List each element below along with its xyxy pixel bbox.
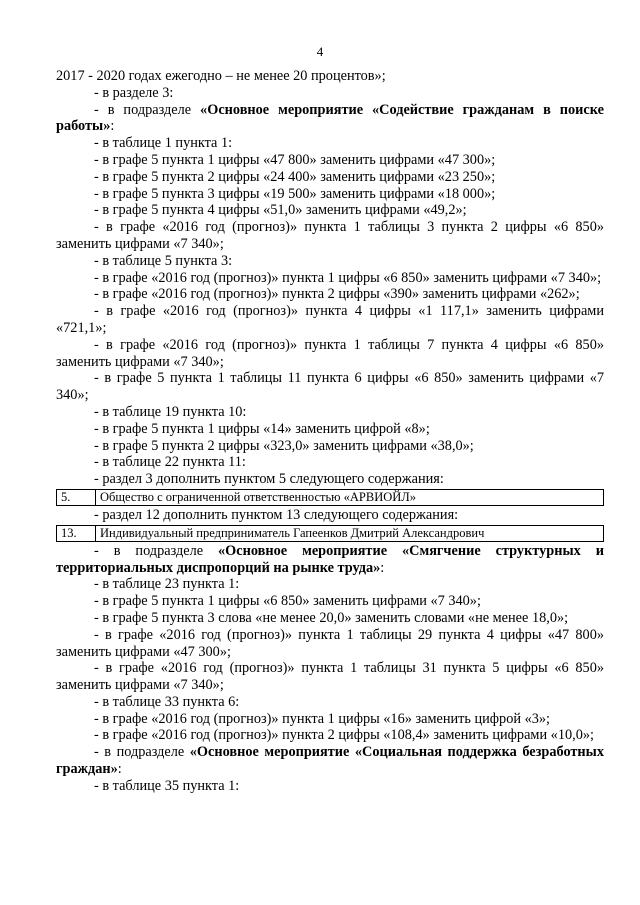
subsection-title: «Основное мероприятие «Социальная поддержка безработных граждан»	[56, 744, 604, 778]
paragraph: - в графе «2016 год (прогноз)» пункта 1 таблицы 7 пункта 4 цифры «6 850» заменить цифрами «7 340»;	[56, 336, 604, 370]
paragraph: - в графе «2016 год (прогноз)» пункта 1 цифры «16» заменить цифрой «3»;	[94, 710, 550, 727]
insert-table	[56, 489, 604, 506]
paragraph: - в графе 5 пункта 1 таблицы 11 пункта 6 цифры «6 850» заменить цифрами «7 340»;	[56, 370, 604, 404]
paragraph: - в графе 5 пункта 1 цифры «6 850» заменить цифрами «7 340»;	[94, 593, 481, 610]
paragraph: - раздел 12 дополнить пунктом 13 следующего содержания:	[94, 506, 459, 523]
paragraph	[56, 102, 604, 136]
table-cell-number: 13.	[57, 525, 96, 541]
paragraph: - в таблице 22 пункта 11:	[94, 454, 246, 471]
paragraph: 2017 - 2020 годах ежегодно – не менее 20 процентов»;	[56, 68, 386, 84]
table-cell-text: Индивидуальный предприниматель Гапеенков Дмитрий Александрович	[96, 525, 604, 541]
table-row	[57, 525, 604, 541]
paragraph-text: - в подразделе	[94, 744, 190, 761]
paragraph-text: :	[380, 559, 385, 576]
paragraph: - в графе 5 пункта 1 цифры «47 800» заменить цифрами «47 300»;	[94, 151, 496, 168]
paragraph: - в графе «2016 год (прогноз)» пункта 2 цифры «390» заменить цифрами «262»;	[94, 286, 580, 303]
paragraph: - в графе 5 пункта 2 цифры «323,0» заменить цифрами «38,0»;	[94, 437, 474, 454]
paragraph: - в графе «2016 год (прогноз)» пункта 1 таблицы 3 пункта 2 цифры «6 850» заменить цифрами «7 340»;	[56, 219, 604, 252]
paragraph: - в графе «2016 год (прогноз)» пункта 1 цифры «6 850» заменить цифрами «7 340»;	[94, 269, 602, 286]
document-body	[56, 68, 604, 795]
paragraph: - в графе 5 пункта 3 слова «не менее 20,0» заменить словами «не менее 18,0»;	[94, 609, 569, 626]
paragraph-text: :	[117, 761, 122, 778]
paragraph: - в таблице 35 пункта 1:	[94, 777, 240, 794]
paragraph: - в таблице 5 пункта 3:	[94, 252, 233, 269]
paragraph: - в графе 5 пункта 1 цифры «14» заменить цифрой «8»;	[94, 420, 430, 437]
paragraph: - в графе «2016 год (прогноз)» пункта 4 цифры «1 117,1» заменить цифрами «721,1»;	[56, 303, 604, 336]
paragraph: - в графе «2016 год (прогноз)» пункта 2 цифры «108,4» заменить цифрами «10,0»;	[94, 727, 594, 744]
paragraph: - в графе «2016 год (прогноз)» пункта 1 таблицы 29 пункта 4 цифры «47 800» заменить цифрами «47 300»;	[56, 626, 604, 660]
table-cell-text: Общество с ограниченной ответственностью «АРВИОЙЛ»	[96, 489, 604, 505]
paragraph-text: - в подразделе	[94, 101, 201, 118]
insert-table	[56, 525, 604, 542]
paragraph: - раздел 3 дополнить пунктом 5 следующего содержания:	[94, 471, 444, 488]
paragraph: - в таблице 19 пункта 10:	[94, 403, 247, 420]
paragraph: - в разделе 3:	[94, 84, 174, 101]
paragraph: - в графе 5 пункта 3 цифры «19 500» заменить цифрами «18 000»;	[94, 185, 496, 202]
paragraph: - в таблице 1 пункта 1:	[94, 135, 233, 152]
table-cell-number: 5.	[57, 489, 96, 505]
paragraph: - в графе «2016 год (прогноз)» пункта 1 таблицы 31 пункта 5 цифры «6 850» заменить цифрами «7 340»;	[56, 660, 604, 694]
subsection-title: «Основное мероприятие «Смягчение структурных и территориальных диспропорций на рынке труда»	[56, 542, 604, 576]
paragraph-text: - в подразделе	[94, 542, 219, 559]
paragraph-text: :	[110, 118, 115, 135]
page-number: 4	[316, 44, 324, 59]
paragraph: - в таблице 23 пункта 1:	[94, 576, 240, 593]
paragraph	[56, 543, 604, 577]
paragraph: - в графе 5 пункта 4 цифры «51,0» заменить цифрами «49,2»;	[94, 202, 467, 219]
paragraph	[56, 744, 604, 778]
subsection-title: «Основное мероприятие «Содействие гражданам в поиске работы»	[56, 101, 604, 135]
paragraph: - в графе 5 пункта 2 цифры «24 400» заменить цифрами «23 250»;	[94, 168, 496, 185]
table-row	[57, 489, 604, 505]
paragraph: - в таблице 33 пункта 6:	[94, 693, 240, 710]
